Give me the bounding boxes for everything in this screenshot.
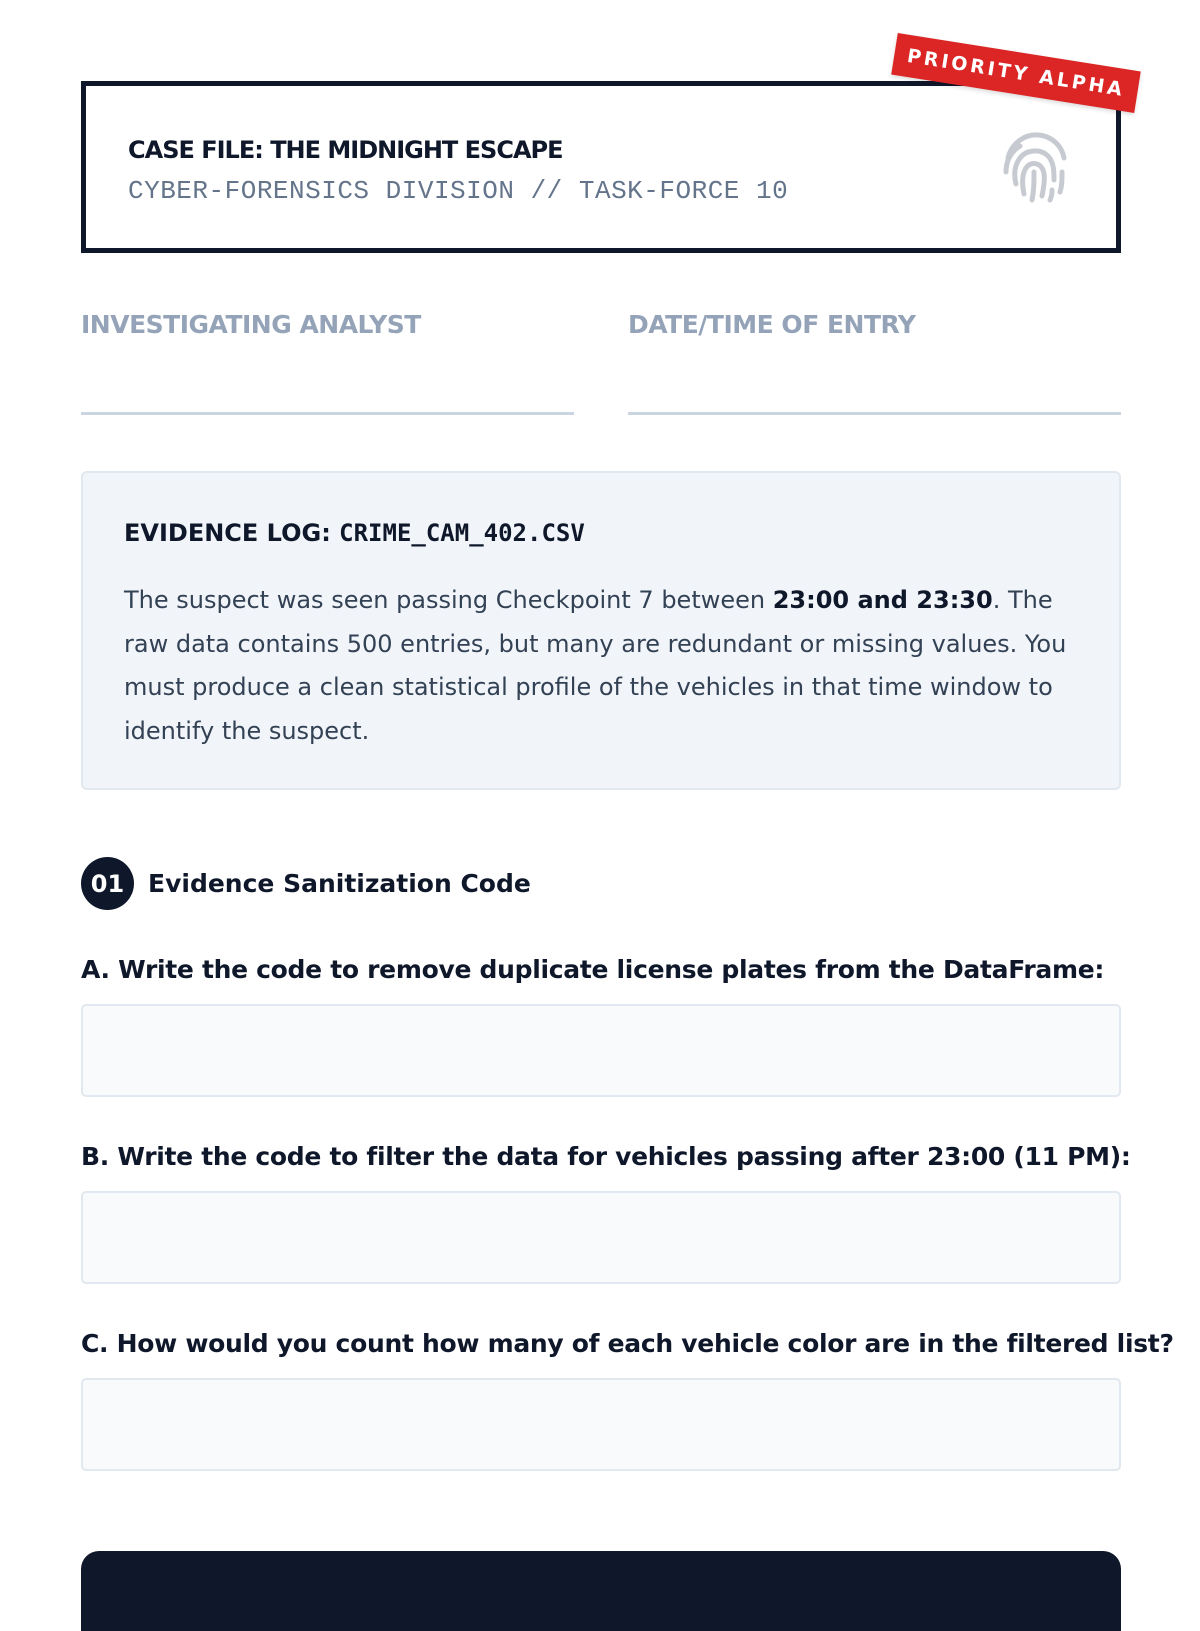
evidence-text-before: The suspect was seen passing Checkpoint 7 between — [124, 586, 773, 614]
question-c-input[interactable] — [81, 1378, 1121, 1471]
question-a-input[interactable] — [81, 1004, 1121, 1097]
analyst-input-line[interactable] — [81, 412, 574, 415]
case-title: CASE FILE: THE MIDNIGHT ESCAPE — [128, 136, 563, 164]
case-subtitle: CYBER-FORENSICS DIVISION // TASK-FORCE 10 — [128, 176, 789, 206]
section-title: Evidence Sanitization Code — [148, 869, 531, 898]
evidence-title-prefix: EVIDENCE LOG: — [124, 519, 340, 547]
evidence-log-panel — [81, 471, 1121, 790]
section-header — [81, 857, 531, 910]
priority-stamp: PRIORITY ALPHA — [891, 33, 1141, 113]
evidence-description — [124, 579, 1084, 753]
analyst-label: INVESTIGATING ANALYST — [81, 310, 421, 339]
evidence-time-window: 23:00 and 23:30 — [772, 586, 993, 614]
submit-button[interactable] — [81, 1551, 1121, 1631]
evidence-filename: CRIME_CAM_402.CSV — [339, 519, 585, 547]
question-c-label: C. How would you count how many of each vehicle color are in the filtered list? — [81, 1329, 1174, 1358]
section-number-badge: 01 — [81, 857, 134, 910]
datetime-label: DATE/TIME OF ENTRY — [628, 310, 916, 339]
analyst-field — [81, 310, 574, 339]
fingerprint-icon — [996, 128, 1074, 206]
datetime-input-line[interactable] — [628, 412, 1121, 415]
evidence-title — [124, 519, 585, 547]
case-file-header — [81, 81, 1121, 253]
question-a-label: A. Write the code to remove duplicate license plates from the DataFrame: — [81, 955, 1105, 984]
evidence-text-after: . The raw data contains 500 entries, but many are redundant or missing values. You must produce a clean statistical profile of the vehicles in that time window to identify the suspect. — [124, 586, 1067, 745]
datetime-field — [628, 310, 1121, 339]
question-b-label: B. Write the code to filter the data for vehicles passing after 23:00 (11 PM): — [81, 1142, 1131, 1171]
question-b-input[interactable] — [81, 1191, 1121, 1284]
